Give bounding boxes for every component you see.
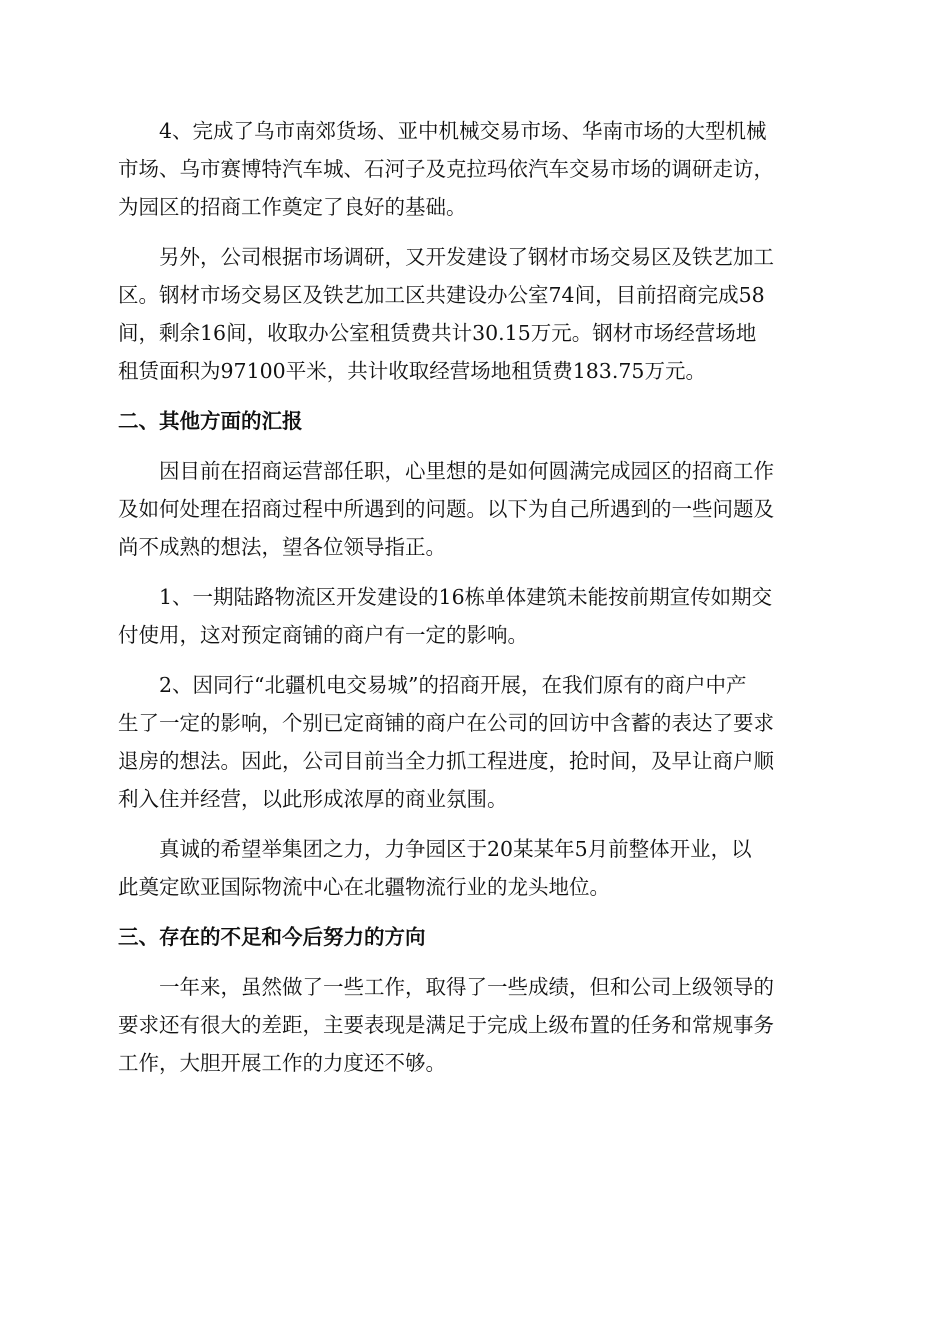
document-body (118, 112, 838, 1094)
text-line: 区。钢材市场交易区及铁艺加工区共建设办公室74间，目前招商完成58 (118, 283, 765, 307)
paragraph-market-research (118, 112, 838, 226)
text-line: 1、一期陆路物流区开发建设的16栋单体建筑未能按前期宣传如期交 (159, 585, 773, 609)
section-heading-other-reports (118, 402, 838, 440)
text-line: 因目前在招商运营部任职，心里想的是如何圆满完成园区的招商工作 (159, 459, 774, 483)
paragraph-issue-2 (118, 666, 838, 818)
section-heading-shortcomings (118, 918, 838, 956)
text-line: 退房的想法。因此，公司目前当全力抓工程进度，抢时间，及早让商户顺 (118, 749, 774, 773)
text-line: 租赁面积为97100平米，共计收取经营场地租赁费183.75万元。 (118, 359, 706, 383)
text-line: 市场、乌市赛博特汽车城、石河子及克拉玛依汽车交易市场的调研走访， (118, 157, 774, 181)
text-line: 付使用，这对预定商铺的商户有一定的影响。 (118, 623, 528, 647)
text-line: 一年来，虽然做了一些工作，取得了一些成绩，但和公司上级领导的 (159, 975, 774, 999)
text-line: 此奠定欧亚国际物流中心在北疆物流行业的龙头地位。 (118, 875, 610, 899)
text-line: 尚不成熟的想法，望各位领导指正。 (118, 535, 446, 559)
paragraph-shortcomings (118, 968, 838, 1082)
text-line: 工作，大胆开展工作的力度还不够。 (118, 1051, 446, 1075)
text-line: 要求还有很大的差距，主要表现是满足于完成上级布置的任务和常规事务 (118, 1013, 774, 1037)
heading-text: 二、其他方面的汇报 (118, 409, 303, 433)
text-line: 真诚的希望举集团之力，力争园区于20某某年5月前整体开业，以 (159, 837, 752, 861)
text-line: 生了一定的影响，个别已定商铺的商户在公司的回访中含蓄的表达了要求 (118, 711, 774, 735)
paragraph-opening-goal (118, 830, 838, 906)
text-line: 4、完成了乌市南郊货场、亚中机械交易市场、华南市场的大型机械 (159, 119, 767, 143)
text-line: 间，剩余16间，收取办公室租赁费共计30.15万元。钢材市场经营场地 (118, 321, 757, 345)
paragraph-current-role (118, 452, 838, 566)
text-line: 及如何处理在招商过程中所遇到的问题。以下为自己所遇到的一些问题及 (118, 497, 774, 521)
text-line: 为园区的招商工作奠定了良好的基础。 (118, 195, 467, 219)
paragraph-steel-market (118, 238, 838, 390)
text-line: 另外，公司根据市场调研，又开发建设了钢材市场交易区及铁艺加工 (159, 245, 774, 269)
heading-text: 三、存在的不足和今后努力的方向 (118, 925, 426, 949)
paragraph-issue-1 (118, 578, 838, 654)
text-line: 利入住并经营，以此形成浓厚的商业氛围。 (118, 787, 508, 811)
text-line: 2、因同行“北疆机电交易城”的招商开展，在我们原有的商户中产 (159, 673, 747, 697)
